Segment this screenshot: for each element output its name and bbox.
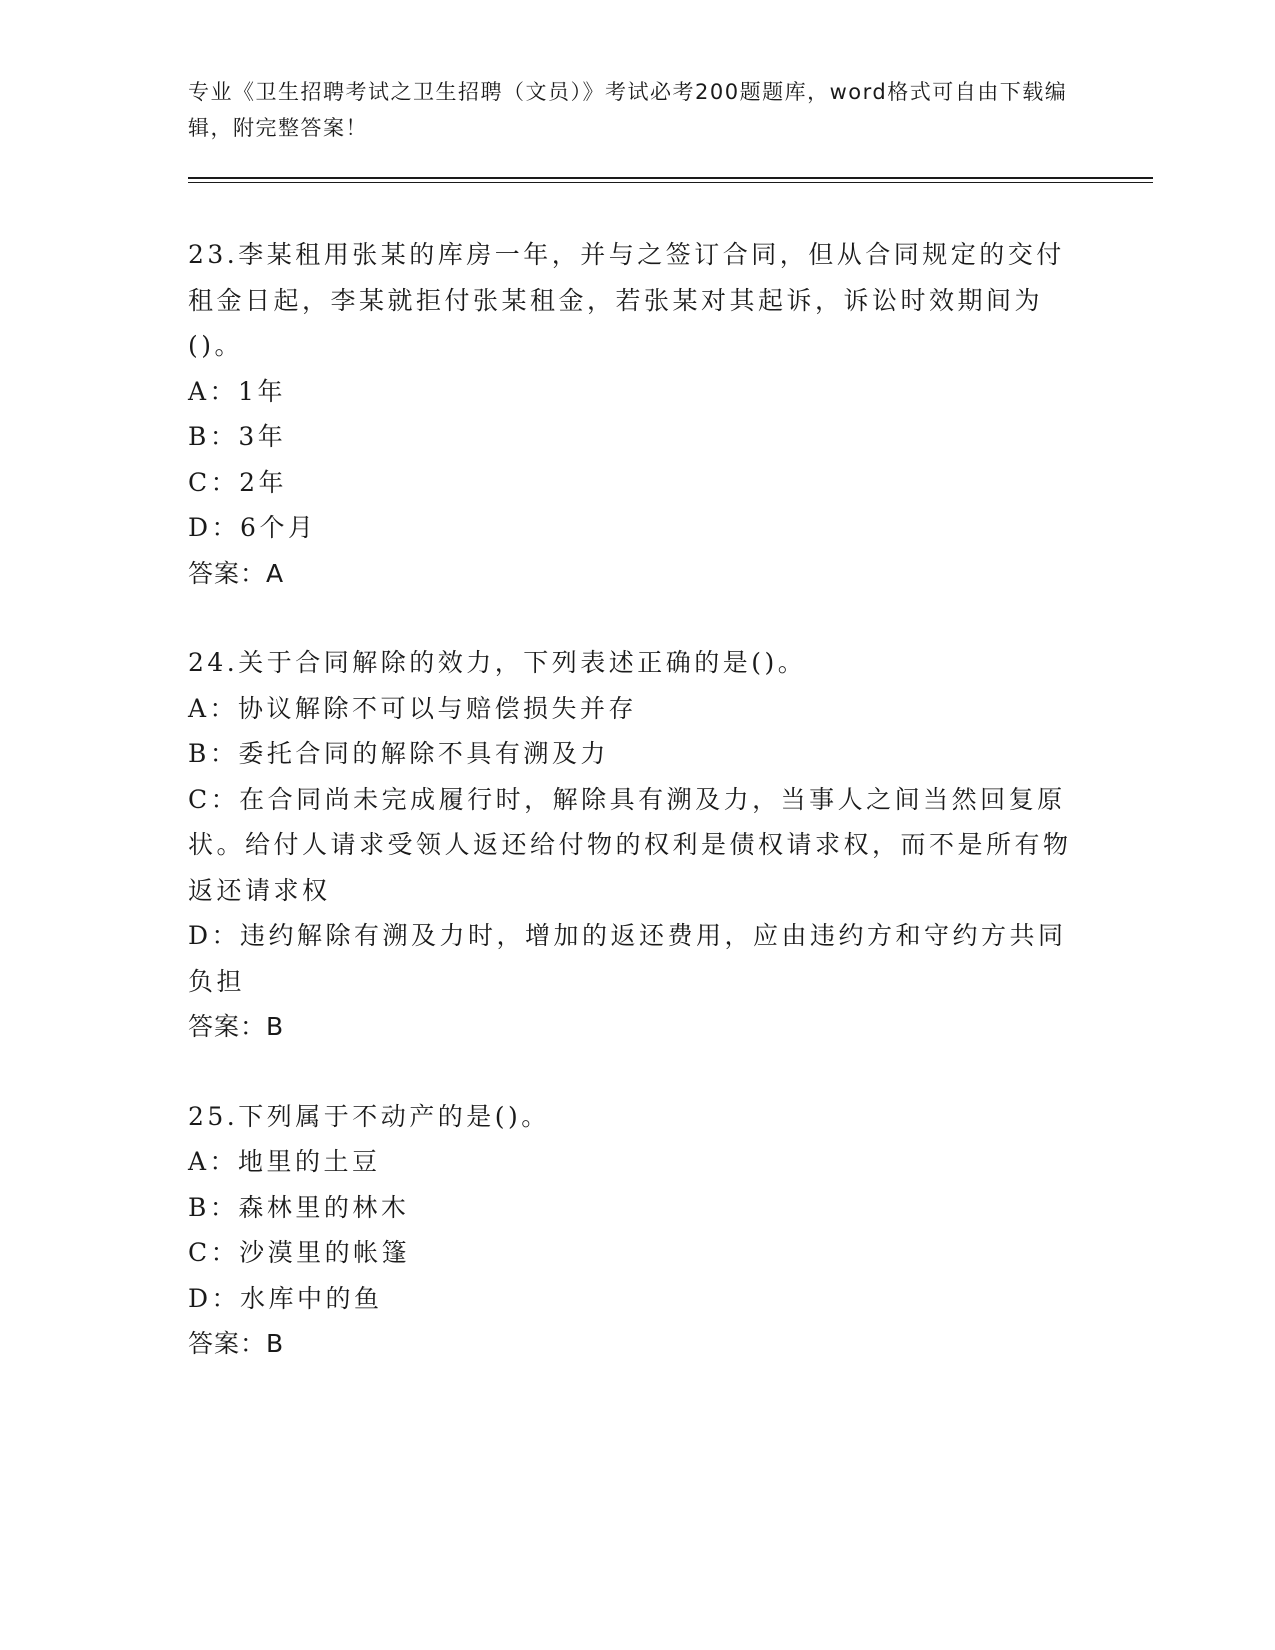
option-b: B：3年 [188, 422, 287, 451]
header-divider-thick [188, 177, 1153, 179]
option-a: A：地里的土豆 [188, 1147, 381, 1176]
option-c: C：沙漠里的帐篷 [188, 1238, 411, 1267]
question-list [188, 232, 1088, 1411]
question-stem: 24.关于合同解除的效力，下列表述正确的是()。 [188, 648, 807, 677]
option-b: B：森林里的林木 [188, 1192, 410, 1222]
question-stem: 25.下列属于不动产的是()。 [188, 1101, 550, 1131]
option-a: A：1年 [188, 376, 286, 406]
answer-label: 答案：B [188, 1012, 285, 1041]
header-divider-thin [188, 182, 1153, 183]
option-d: D：6个月 [188, 513, 317, 542]
document-header: 专业《卫生招聘考试之卫生招聘（文员）》考试必考200题题库，word格式可自由下载编辑，附完整答案！ [188, 80, 1068, 140]
question-25 [188, 1094, 1088, 1367]
question-24 [188, 640, 1088, 1050]
option-d: D：水库中的鱼 [188, 1283, 383, 1313]
answer-label: 答案：A [188, 558, 285, 588]
answer-label: 答案：B [188, 1329, 285, 1358]
question-23 [188, 232, 1088, 596]
option-b: B：委托合同的解除不具有溯及力 [188, 739, 609, 768]
option-d: D：违约解除有溯及力时，增加的返还费用，应由违约方和守约方共同负担 [188, 921, 1067, 996]
option-c: C：2年 [188, 467, 288, 497]
question-stem: 23.李某租用张某的库房一年，并与之签订合同，但从合同规定的交付租金日起，李某就拒付张某租金，若张某对其起诉，诉讼时效期间为()。 [188, 240, 1065, 360]
option-c: C：在合同尚未完成履行时，解除具有溯及力，当事人之间当然回复原状。给付人请求受领人返还给付物的权利是债权请求权，而不是所有物返还请求权 [188, 784, 1072, 905]
option-a: A：协议解除不可以与赔偿损失并存 [188, 693, 638, 723]
